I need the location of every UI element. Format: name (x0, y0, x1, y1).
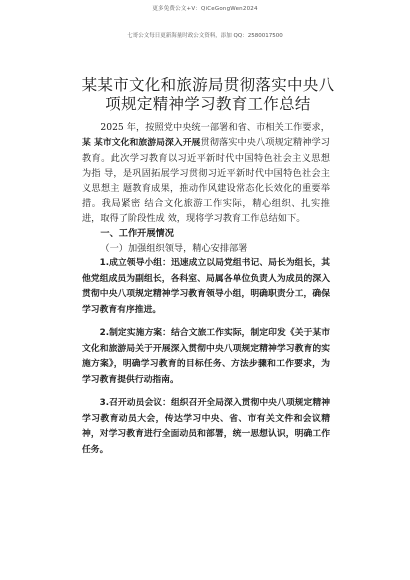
list-item-2: 2.制定实施方案：结合文旅工作实际，制定印发《关于某市文化和旅游局关于开展深入贯彻中央八项规定精神学习教育的实施方案》，明确学习教育的目标任务、方法步骤和工作要求，为学习教育提供行动指南。 (82, 328, 330, 385)
document-body (82, 120, 330, 458)
intro-lead: 2025 年，按照党中央统一部署和省、市相关工作要求， (100, 122, 330, 133)
document-title: 某某市文化和旅游局贯彻落实中央八项规定精神学习教育工作总结 (81, 76, 335, 113)
list-item-3: 3.召开动员会议：组织召开全局深入贯彻中央八项规定精神学习教育动员大会，传达学习中央、省、市有关文件和会议精神，对学习教育进行全面动员和部署，统一思想认识，明确工作任务。 (82, 398, 330, 455)
intro-rest: 贯彻落实中央八项规定精神学习教育。此次学习教育以习近平新时代中国特色社会主义思想为指 导，是巩固拓展学习贯彻习近平新时代中国特色社会主义思想主 题教育成果，推动作风建设常态化长效化的重要举措。我局紧密 结合文化旅游工作实际，精心组织、扎实推进，取得了阶段性成 效，现将学习教育工作总结如下。 (82, 137, 330, 224)
promo-header-note: 更多免费公文+V：QiCeGongWen2024 (152, 6, 258, 12)
promo-sub-note: 七哥公文每日更新海量时政公文资料，添加 QQ：2580017500 (127, 33, 283, 39)
subsection-heading: （一）加强组织领导，精心安排部署 (100, 243, 248, 254)
list-item-1: 1.成立领导小组：迅速成立以局党组书记、局长为组长，其他党组成员为副组长，各科室、局属各单位负责人为成员的深入贯彻中央八项规定精神学习教育领导小组，明确职责分工，确保学习教育有序推进。 (82, 258, 330, 315)
section-heading: 一、工作开展情况 (100, 228, 174, 239)
intro-paragraph (82, 120, 330, 226)
intro-bold: 某 某市文化和旅游局深入开展 (82, 138, 201, 148)
